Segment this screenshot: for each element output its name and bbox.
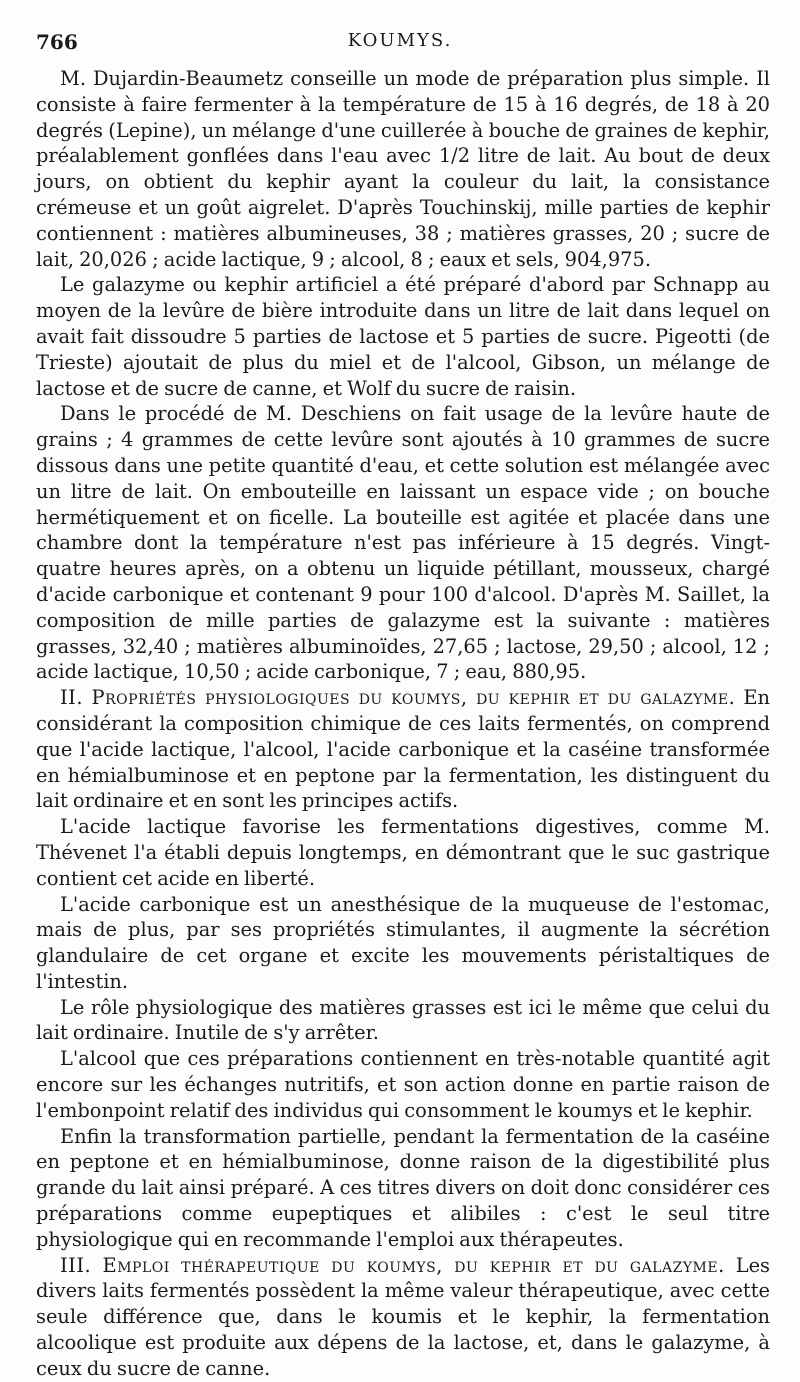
section-3-heading: III. Emploi thérapeutique du koumys, du kephir et du galazyme.	[60, 1253, 725, 1277]
paragraph-galazyme: Le galazyme ou kephir artificiel a été préparé d'abord par Schnapp au moyen de la levûre de bière introduite dans un litre de lait dans lequel on avait fait dissoudre 5 parties de lactose et 5 parties de sucre. Pigeotti (de Trieste) ajoutait de plus du miel et de l'alcool, Gibson, un mélange de lactose et de sucre de canne, et Wolf du sucre de raisin.	[36, 273, 770, 400]
section-3-lead: Les divers laits fermentés possèdent la même valeur thérapeutique, avec cette seule différence que, dans le koumis et le kephir, la fermentation alcoolique est produite aux dépens de la lactose, et, dans le galazyme, à ceux du sucre de canne.	[36, 1253, 770, 1380]
paragraph-dujardin: M. Dujardin-Beaumetz conseille un mode de préparation plus simple. Il consiste à faire fermenter à la température de 15 à 16 degrés, de 18 à 20 degrés (Lepine), un mélange d'une cuillerée à bouche de graines de kephir, préalablement gonflées dans l'eau avec 1/2 litre de lait. Au bout de deux jours, on obtient du kephir ayant la couleur du lait, la consistance crémeuse et un goût aigrelet. D'après Touchinskij, mille parties de kephir contiennent : matières albumineuses, 38 ; matières grasses, 20 ; sucre de lait, 20,026 ; acide lactique, 9 ; alcool, 8 ; eaux et sels, 904,975.	[36, 67, 770, 271]
paragraph-deschiens: Dans le procédé de M. Deschiens on fait usage de la levûre haute de grains ; 4 grammes de cette levûre sont ajoutés à 10 grammes de sucre dissous dans une petite quantité d'eau, et cette solution est mélangée avec un litre de lait. On embouteille en laissant un espace vide ; on bouche hermétiquement et on ficelle. La bouteille est agitée et placée dans une chambre dont la température n'est pas inférieure à 15 degrés. Vingt-quatre heures après, on a obtenu un liquide pétillant, mousseux, chargé d'acide carbonique et contenant 9 pour 100 d'alcool. D'après M. Saillet, la composition de mille parties de galazyme est la suivante : matières grasses, 32,40 ; matières albuminoïdes, 27,65 ; lactose, 29,50 ; alcool, 12 ; acide lactique, 10,50 ; acide carbonique, 7 ; eau, 880,95.	[36, 402, 770, 684]
paragraph-transformation: Enfin la transformation partielle, pendant la fermentation de la caséine en peptone et en hémialbuminose, donne raison de la digestibilité plus grande du lait ainsi préparé. A ces titres divers on doit donc considérer ces préparations comme eupeptiques et alibiles : c'est le seul titre physiologique qui en recommande l'emploi aux thérapeutes.	[36, 1124, 770, 1251]
section-2-paragraph	[36, 685, 770, 814]
section-3-paragraph	[36, 1253, 770, 1382]
page-header	[36, 30, 764, 62]
paragraph-acide-carbonique: L'acide carbonique est un anesthésique de la muqueuse de l'estomac, mais de plus, par ses propriétés stimulantes, il augmente la sécrétion glandulaire de cet organe et excite les mouvements péristaltiques de l'intestin.	[36, 892, 770, 993]
page-number: 766	[36, 30, 78, 54]
paragraph-alcool: L'alcool que ces préparations contiennent en très-notable quantité agit encore sur les échanges nutritifs, et son action donne en partie raison de l'embonpoint relatif des individus qui consomment le koumys et le kephir.	[36, 1047, 770, 1122]
paragraph-matieres-grasses: Le rôle physiologique des matières grasses est ici le même que celui du lait ordinaire. Inutile de s'y arrêter.	[36, 995, 770, 1045]
running-title: KOUMYS.	[347, 30, 453, 51]
section-2-heading: II. Propriétés physiologiques du koumys, du kephir et du galazyme.	[60, 686, 736, 710]
section-2-lead: En considérant la composition chimique de ces laits fermentés, on comprend que l'acide lactique, l'alcool, l'acide carbonique et la caséine transformée en hémialbuminose et en peptone par la fermentation, les distinguent du lait ordinaire et en sont les principes actifs.	[36, 686, 771, 813]
paragraph-acide-lactique: L'acide lactique favorise les fermentations digestives, comme M. Thévenet l'a établi depuis longtemps, en démontrant que le suc gastrique contient cet acide en liberté.	[36, 815, 770, 890]
page-body	[36, 66, 770, 1382]
